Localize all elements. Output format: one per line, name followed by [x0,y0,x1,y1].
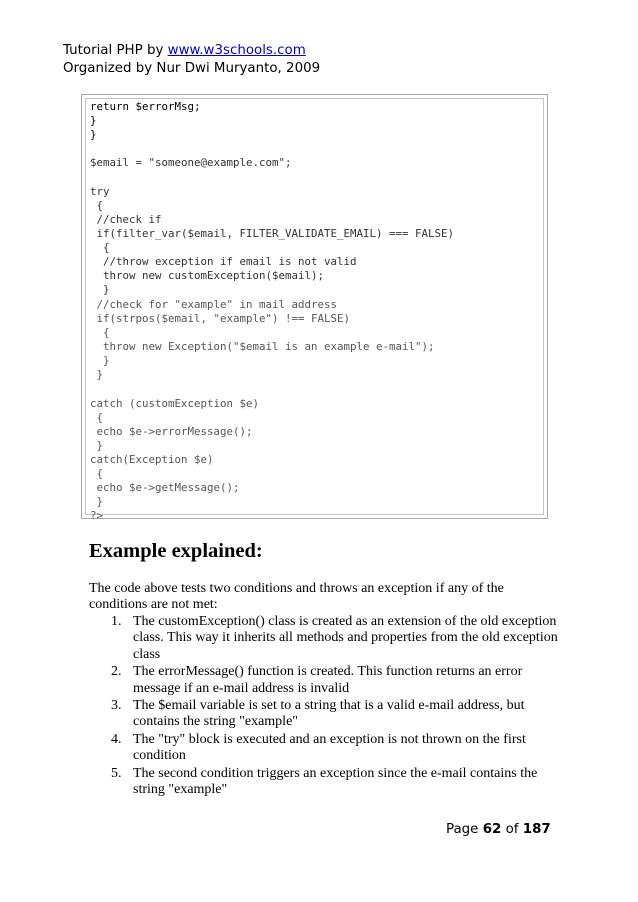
w3schools-link[interactable]: www.w3schools.com [167,43,306,58]
code-line: $email = "someone@example.com"; [90,156,292,169]
code-line: { [90,199,104,212]
code-line: catch (customException $e) [90,397,260,410]
code-line: } [90,368,104,381]
code-block [81,94,548,522]
header-line-2: Organized by Nur Dwi Muryanto, 2009 [63,60,321,76]
page-label: Page [446,822,479,837]
code-line: } [90,114,97,127]
of-label: of [505,822,519,837]
code-line: { [90,411,104,424]
code-line: { [90,326,110,339]
list-item: 2. The errorMessage() function is created. This function returns an error message if an e-mail address is invalid [111,664,523,696]
total-pages: 187 [522,822,551,837]
section-title: Example explained: [89,540,263,562]
code-line: return $errorMsg; [90,100,201,113]
code-line: } [90,354,110,367]
intro-paragraph: The code above tests two conditions and throws an exception if any of the conditions are not met: [89,581,504,613]
header-line-1: Tutorial PHP by www.w3schools.com [63,43,306,58]
code-line: if(filter_var($email, FILTER_VALIDATE_EMAIL) === FALSE) [90,227,455,240]
code-block-inner [85,98,544,522]
code-line: echo $e->errorMessage(); [90,425,253,438]
code-line: ?> [90,509,104,522]
list-item: 1. The customException() class is created as an extension of the old exception class. This way it inherits all methods and properties from the old exception class [111,614,558,662]
code-line: //throw exception if email is not valid [90,255,357,268]
code-line: } [90,439,104,452]
code-line: } [90,495,104,508]
code-line: } [90,128,97,141]
explanation-list [89,614,559,799]
code-line: try [90,185,110,198]
code-line: throw new customException($email); [90,269,325,282]
code-line: { [90,241,110,254]
code-line: //check if [90,213,162,226]
list-item: 4. The "try" block is executed and an exception is not thrown on the first condition [111,731,526,764]
code-line: //check for "example" in mail address [90,298,338,311]
page-footer [446,822,551,837]
list-item: 5. The second condition triggers an exception since the e-mail contains the string "example" [111,765,538,798]
code-line: throw new Exception("$email is an example e-mail"); [90,340,435,353]
list-item: 3. The $email variable is set to a string that is a valid e-mail address, but contains the string "example" [111,698,525,730]
page-header [63,42,320,77]
code-line: echo $e->getMessage(); [90,481,240,494]
code-line: { [90,467,104,480]
page-number: 62 [482,822,502,837]
code-line: catch(Exception $e) [90,453,214,466]
code-line: if(strpos($email, "example") !== FALSE) [90,312,351,325]
code-line: } [90,283,110,296]
